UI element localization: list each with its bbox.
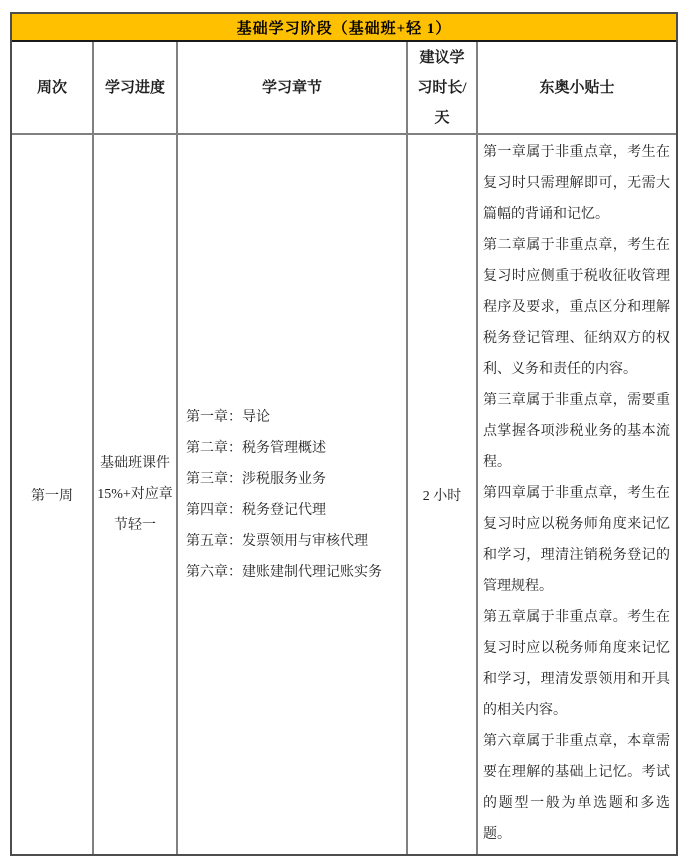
header-tips: 东奥小贴士 <box>539 79 615 96</box>
chapter-line: 第四章：税务登记代理 <box>186 502 326 518</box>
chapter-line: 第二章：税务管理概述 <box>186 440 326 456</box>
table-header-row <box>12 42 676 135</box>
table-title: 基础学习阶段（基础班+轻 1） <box>12 14 676 42</box>
header-daily-hours: 建议学习时长/天 <box>408 42 478 133</box>
chapter-line: 第一章：导论 <box>186 409 270 425</box>
chapter-line: 第五章：发票领用与审核代理 <box>186 533 368 549</box>
tip-paragraph: 第五章属于非重点章。考生在复习时应以税务师角度来记忆和学习，理清发票领用和开具的相关内容。 <box>483 610 670 718</box>
cell-progress: 基础班课件15%+对应章节轻一 <box>94 135 178 854</box>
tips-list <box>483 137 670 850</box>
tip-paragraph: 第二章属于非重点章，考生在复习时应侧重于税收征收管理程序及要求，重点区分和理解税务登记管理、征纳双方的权利、义务和责任的内容。 <box>483 238 670 377</box>
study-plan-table <box>10 12 678 856</box>
header-chapters: 学习章节 <box>178 42 408 133</box>
chapter-line: 第六章：建账建制代理记账实务 <box>186 564 382 580</box>
header-progress: 学习进度 <box>94 42 178 133</box>
cell-chapters <box>178 135 408 854</box>
cell-tips <box>478 135 676 854</box>
cell-daily-hours: 2 小时 <box>408 135 478 854</box>
tip-paragraph: 第四章属于非重点章，考生在复习时应以税务师角度来记忆和学习，理清注销税务登记的管理规程。 <box>483 486 670 594</box>
chapter-list <box>186 402 382 588</box>
chapter-line: 第三章：涉税服务业务 <box>186 471 326 487</box>
tip-paragraph: 第一章属于非重点章，考生在复习时只需理解即可，无需大篇幅的背诵和记忆。 <box>483 145 670 222</box>
tip-paragraph: 第三章属于非重点章，需要重点掌握各项涉税业务的基本流程。 <box>483 393 670 470</box>
table-row <box>12 135 676 854</box>
header-week: 周次 <box>12 42 94 133</box>
tip-paragraph: 第六章属于非重点章，本章需要在理解的基础上记忆。考试的题型一般为单选题和多选题。 <box>483 734 670 842</box>
cell-week: 第一周 <box>12 135 94 854</box>
